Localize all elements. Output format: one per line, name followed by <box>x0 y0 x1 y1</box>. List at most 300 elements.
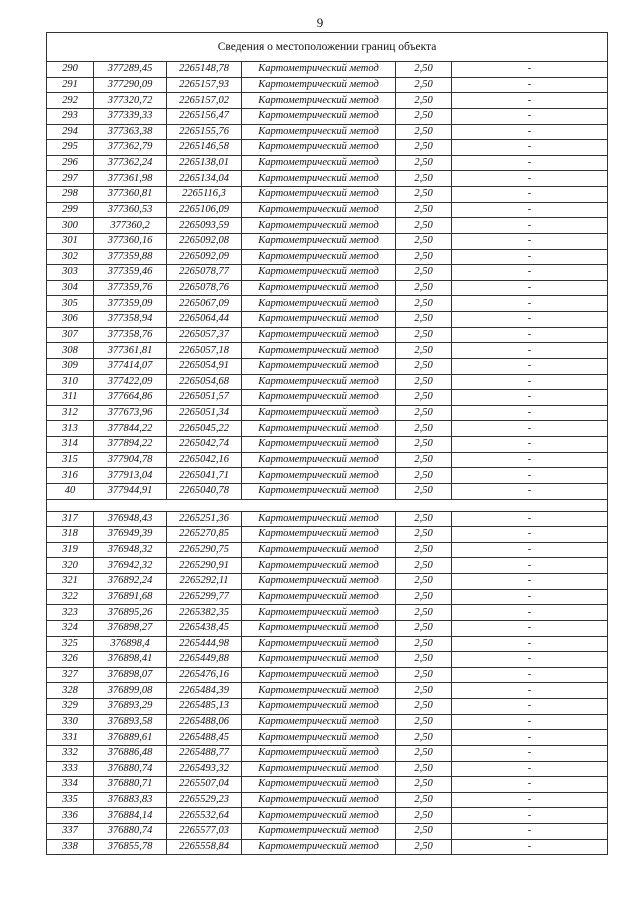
x-coordinate-cell: 376886,48 <box>94 745 167 761</box>
table-row <box>47 574 608 590</box>
note-cell: - <box>452 761 608 777</box>
method-cell: Картометрический метод <box>242 155 396 171</box>
accuracy-cell: 2,50 <box>396 730 452 746</box>
method-cell: Картометрический метод <box>242 327 396 343</box>
table-row <box>47 187 608 203</box>
note-cell: - <box>452 187 608 203</box>
note-cell: - <box>452 108 608 124</box>
table-row <box>47 155 608 171</box>
x-coordinate-cell: 377360,16 <box>94 233 167 249</box>
table-body <box>47 33 608 855</box>
accuracy-cell: 2,50 <box>396 265 452 281</box>
y-coordinate-cell: 2265290,75 <box>167 542 242 558</box>
y-coordinate-cell: 2265532,64 <box>167 808 242 824</box>
y-coordinate-cell: 2265064,44 <box>167 312 242 328</box>
point-number-cell: 307 <box>47 327 94 343</box>
note-cell: - <box>452 124 608 140</box>
y-coordinate-cell: 2265057,37 <box>167 327 242 343</box>
y-coordinate-cell: 2265157,02 <box>167 93 242 109</box>
x-coordinate-cell: 377673,96 <box>94 405 167 421</box>
method-cell: Картометрический метод <box>242 358 396 374</box>
accuracy-cell: 2,50 <box>396 667 452 683</box>
point-number-cell: 327 <box>47 667 94 683</box>
x-coordinate-cell: 376898,4 <box>94 636 167 652</box>
point-number-cell: 311 <box>47 390 94 406</box>
table-row <box>47 605 608 621</box>
table-row <box>47 343 608 359</box>
accuracy-cell: 2,50 <box>396 589 452 605</box>
point-number-cell: 315 <box>47 452 94 468</box>
table-title: Сведения о местоположении границ объекта <box>47 33 608 62</box>
accuracy-cell: 2,50 <box>396 683 452 699</box>
note-cell: - <box>452 824 608 840</box>
point-number-cell: 314 <box>47 437 94 453</box>
method-cell: Картометрический метод <box>242 312 396 328</box>
point-number-cell: 318 <box>47 527 94 543</box>
y-coordinate-cell: 2265438,45 <box>167 620 242 636</box>
note-cell: - <box>452 542 608 558</box>
y-coordinate-cell: 2265382,35 <box>167 605 242 621</box>
point-number-cell: 309 <box>47 358 94 374</box>
y-coordinate-cell: 2265067,09 <box>167 296 242 312</box>
accuracy-cell: 2,50 <box>396 62 452 78</box>
table-row <box>47 652 608 668</box>
x-coordinate-cell: 377363,38 <box>94 124 167 140</box>
method-cell: Картометрический метод <box>242 745 396 761</box>
method-cell: Картометрический метод <box>242 714 396 730</box>
accuracy-cell: 2,50 <box>396 233 452 249</box>
point-number-cell: 325 <box>47 636 94 652</box>
x-coordinate-cell: 377289,45 <box>94 62 167 78</box>
accuracy-cell: 2,50 <box>396 652 452 668</box>
x-coordinate-cell: 377414,07 <box>94 358 167 374</box>
point-number-cell: 290 <box>47 62 94 78</box>
note-cell: - <box>452 265 608 281</box>
y-coordinate-cell: 2265529,23 <box>167 792 242 808</box>
method-cell: Картометрический метод <box>242 62 396 78</box>
note-cell: - <box>452 483 608 499</box>
table-row <box>47 93 608 109</box>
x-coordinate-cell: 377360,2 <box>94 218 167 234</box>
point-number-cell: 300 <box>47 218 94 234</box>
accuracy-cell: 2,50 <box>396 792 452 808</box>
y-coordinate-cell: 2265042,74 <box>167 437 242 453</box>
method-cell: Картометрический метод <box>242 405 396 421</box>
x-coordinate-cell: 377358,76 <box>94 327 167 343</box>
method-cell: Картометрический метод <box>242 452 396 468</box>
accuracy-cell: 2,50 <box>396 511 452 527</box>
point-number-cell: 299 <box>47 202 94 218</box>
x-coordinate-cell: 377664,86 <box>94 390 167 406</box>
point-number-cell: 40 <box>47 483 94 499</box>
accuracy-cell: 2,50 <box>396 171 452 187</box>
note-cell: - <box>452 202 608 218</box>
table-row <box>47 792 608 808</box>
table-row <box>47 527 608 543</box>
method-cell: Картометрический метод <box>242 620 396 636</box>
x-coordinate-cell: 377944,91 <box>94 483 167 499</box>
point-number-cell: 331 <box>47 730 94 746</box>
method-cell: Картометрический метод <box>242 187 396 203</box>
y-coordinate-cell: 2265558,84 <box>167 839 242 855</box>
x-coordinate-cell: 377362,79 <box>94 140 167 156</box>
accuracy-cell: 2,50 <box>396 574 452 590</box>
x-coordinate-cell: 377422,09 <box>94 374 167 390</box>
x-coordinate-cell: 377320,72 <box>94 93 167 109</box>
point-number-cell: 321 <box>47 574 94 590</box>
table-row <box>47 808 608 824</box>
x-coordinate-cell: 376893,29 <box>94 699 167 715</box>
table-row <box>47 683 608 699</box>
y-coordinate-cell: 2265092,09 <box>167 249 242 265</box>
note-cell: - <box>452 452 608 468</box>
y-coordinate-cell: 2265488,77 <box>167 745 242 761</box>
point-number-cell: 305 <box>47 296 94 312</box>
point-number-cell: 333 <box>47 761 94 777</box>
note-cell: - <box>452 527 608 543</box>
method-cell: Картометрический метод <box>242 636 396 652</box>
note-cell: - <box>452 730 608 746</box>
point-number-cell: 338 <box>47 839 94 855</box>
table-row <box>47 699 608 715</box>
y-coordinate-cell: 2265134,04 <box>167 171 242 187</box>
method-cell: Картометрический метод <box>242 249 396 265</box>
x-coordinate-cell: 377904,78 <box>94 452 167 468</box>
note-cell: - <box>452 620 608 636</box>
point-number-cell: 296 <box>47 155 94 171</box>
accuracy-cell: 2,50 <box>396 824 452 840</box>
accuracy-cell: 2,50 <box>396 390 452 406</box>
point-number-cell: 298 <box>47 187 94 203</box>
accuracy-cell: 2,50 <box>396 452 452 468</box>
table-row <box>47 77 608 93</box>
method-cell: Картометрический метод <box>242 233 396 249</box>
note-cell: - <box>452 296 608 312</box>
accuracy-cell: 2,50 <box>396 187 452 203</box>
accuracy-cell: 2,50 <box>396 777 452 793</box>
method-cell: Картометрический метод <box>242 589 396 605</box>
y-coordinate-cell: 2265290,91 <box>167 558 242 574</box>
y-coordinate-cell: 2265251,36 <box>167 511 242 527</box>
note-cell: - <box>452 792 608 808</box>
accuracy-cell: 2,50 <box>396 761 452 777</box>
x-coordinate-cell: 376889,61 <box>94 730 167 746</box>
note-cell: - <box>452 140 608 156</box>
table-row <box>47 620 608 636</box>
y-coordinate-cell: 2265157,93 <box>167 77 242 93</box>
y-coordinate-cell: 2265078,77 <box>167 265 242 281</box>
note-cell: - <box>452 437 608 453</box>
accuracy-cell: 2,50 <box>396 527 452 543</box>
table-row <box>47 421 608 437</box>
note-cell: - <box>452 171 608 187</box>
note-cell: - <box>452 468 608 484</box>
accuracy-cell: 2,50 <box>396 405 452 421</box>
y-coordinate-cell: 2265488,06 <box>167 714 242 730</box>
table-row <box>47 667 608 683</box>
table-row <box>47 714 608 730</box>
note-cell: - <box>452 77 608 93</box>
method-cell: Картометрический метод <box>242 683 396 699</box>
x-coordinate-cell: 376892,24 <box>94 574 167 590</box>
table-row <box>47 558 608 574</box>
method-cell: Картометрический метод <box>242 280 396 296</box>
table-row <box>47 777 608 793</box>
note-cell: - <box>452 327 608 343</box>
accuracy-cell: 2,50 <box>396 296 452 312</box>
accuracy-cell: 2,50 <box>396 249 452 265</box>
note-cell: - <box>452 93 608 109</box>
table-row <box>47 761 608 777</box>
table-row <box>47 62 608 78</box>
y-coordinate-cell: 2265299,77 <box>167 589 242 605</box>
accuracy-cell: 2,50 <box>396 280 452 296</box>
point-number-cell: 324 <box>47 620 94 636</box>
table-row <box>47 483 608 499</box>
note-cell: - <box>452 374 608 390</box>
method-cell: Картометрический метод <box>242 296 396 312</box>
method-cell: Картометрический метод <box>242 542 396 558</box>
accuracy-cell: 2,50 <box>396 839 452 855</box>
table-row <box>47 374 608 390</box>
y-coordinate-cell: 2265444,98 <box>167 636 242 652</box>
method-cell: Картометрический метод <box>242 667 396 683</box>
method-cell: Картометрический метод <box>242 527 396 543</box>
accuracy-cell: 2,50 <box>396 714 452 730</box>
table-row <box>47 280 608 296</box>
x-coordinate-cell: 377361,81 <box>94 343 167 359</box>
table-row <box>47 140 608 156</box>
method-cell: Картометрический метод <box>242 605 396 621</box>
method-cell: Картометрический метод <box>242 437 396 453</box>
y-coordinate-cell: 2265156,47 <box>167 108 242 124</box>
x-coordinate-cell: 376880,74 <box>94 761 167 777</box>
table-row <box>47 542 608 558</box>
x-coordinate-cell: 377913,04 <box>94 468 167 484</box>
table-row <box>47 839 608 855</box>
note-cell: - <box>452 683 608 699</box>
x-coordinate-cell: 377359,46 <box>94 265 167 281</box>
y-coordinate-cell: 2265092,08 <box>167 233 242 249</box>
boundary-table-container <box>46 32 607 855</box>
method-cell: Картометрический метод <box>242 824 396 840</box>
point-number-cell: 294 <box>47 124 94 140</box>
y-coordinate-cell: 2265488,45 <box>167 730 242 746</box>
x-coordinate-cell: 377359,09 <box>94 296 167 312</box>
table-row <box>47 202 608 218</box>
x-coordinate-cell: 376898,27 <box>94 620 167 636</box>
point-number-cell: 329 <box>47 699 94 715</box>
y-coordinate-cell: 2265057,18 <box>167 343 242 359</box>
y-coordinate-cell: 2265040,78 <box>167 483 242 499</box>
table-row <box>47 589 608 605</box>
method-cell: Картометрический метод <box>242 108 396 124</box>
note-cell: - <box>452 574 608 590</box>
y-coordinate-cell: 2265270,85 <box>167 527 242 543</box>
note-cell: - <box>452 777 608 793</box>
accuracy-cell: 2,50 <box>396 77 452 93</box>
accuracy-cell: 2,50 <box>396 437 452 453</box>
note-cell: - <box>452 652 608 668</box>
y-coordinate-cell: 2265292,11 <box>167 574 242 590</box>
y-coordinate-cell: 2265045,22 <box>167 421 242 437</box>
accuracy-cell: 2,50 <box>396 558 452 574</box>
x-coordinate-cell: 376893,58 <box>94 714 167 730</box>
x-coordinate-cell: 377290,09 <box>94 77 167 93</box>
point-number-cell: 320 <box>47 558 94 574</box>
table-row <box>47 437 608 453</box>
x-coordinate-cell: 377361,98 <box>94 171 167 187</box>
note-cell: - <box>452 421 608 437</box>
y-coordinate-cell: 2265577,03 <box>167 824 242 840</box>
x-coordinate-cell: 376949,39 <box>94 527 167 543</box>
accuracy-cell: 2,50 <box>396 202 452 218</box>
y-coordinate-cell: 2265155,76 <box>167 124 242 140</box>
method-cell: Картометрический метод <box>242 761 396 777</box>
table-row <box>47 745 608 761</box>
accuracy-cell: 2,50 <box>396 218 452 234</box>
method-cell: Картометрический метод <box>242 343 396 359</box>
table-row <box>47 265 608 281</box>
accuracy-cell: 2,50 <box>396 124 452 140</box>
x-coordinate-cell: 377360,53 <box>94 202 167 218</box>
method-cell: Картометрический метод <box>242 483 396 499</box>
method-cell: Картометрический метод <box>242 421 396 437</box>
y-coordinate-cell: 2265146,58 <box>167 140 242 156</box>
method-cell: Картометрический метод <box>242 808 396 824</box>
y-coordinate-cell: 2265054,68 <box>167 374 242 390</box>
point-number-cell: 313 <box>47 421 94 437</box>
point-number-cell: 322 <box>47 589 94 605</box>
method-cell: Картометрический метод <box>242 265 396 281</box>
note-cell: - <box>452 218 608 234</box>
method-cell: Картометрический метод <box>242 558 396 574</box>
point-number-cell: 301 <box>47 233 94 249</box>
note-cell: - <box>452 233 608 249</box>
y-coordinate-cell: 2265493,32 <box>167 761 242 777</box>
x-coordinate-cell: 376895,26 <box>94 605 167 621</box>
point-number-cell: 304 <box>47 280 94 296</box>
method-cell: Картометрический метод <box>242 171 396 187</box>
method-cell: Картометрический метод <box>242 511 396 527</box>
x-coordinate-cell: 376891,68 <box>94 589 167 605</box>
method-cell: Картометрический метод <box>242 574 396 590</box>
accuracy-cell: 2,50 <box>396 620 452 636</box>
y-coordinate-cell: 2265106,09 <box>167 202 242 218</box>
x-coordinate-cell: 377359,88 <box>94 249 167 265</box>
point-number-cell: 328 <box>47 683 94 699</box>
point-number-cell: 317 <box>47 511 94 527</box>
accuracy-cell: 2,50 <box>396 327 452 343</box>
note-cell: - <box>452 249 608 265</box>
point-number-cell: 334 <box>47 777 94 793</box>
x-coordinate-cell: 377358,94 <box>94 312 167 328</box>
point-number-cell: 291 <box>47 77 94 93</box>
point-number-cell: 306 <box>47 312 94 328</box>
point-number-cell: 330 <box>47 714 94 730</box>
note-cell: - <box>452 605 608 621</box>
note-cell: - <box>452 390 608 406</box>
note-cell: - <box>452 280 608 296</box>
x-coordinate-cell: 376855,78 <box>94 839 167 855</box>
method-cell: Картометрический метод <box>242 202 396 218</box>
method-cell: Картометрический метод <box>242 730 396 746</box>
point-number-cell: 316 <box>47 468 94 484</box>
method-cell: Картометрический метод <box>242 77 396 93</box>
y-coordinate-cell: 2265116,3 <box>167 187 242 203</box>
point-number-cell: 302 <box>47 249 94 265</box>
y-coordinate-cell: 2265148,78 <box>167 62 242 78</box>
point-number-cell: 336 <box>47 808 94 824</box>
table-row <box>47 108 608 124</box>
accuracy-cell: 2,50 <box>396 421 452 437</box>
point-number-cell: 295 <box>47 140 94 156</box>
note-cell: - <box>452 839 608 855</box>
note-cell: - <box>452 636 608 652</box>
table-row <box>47 390 608 406</box>
y-coordinate-cell: 2265041,71 <box>167 468 242 484</box>
y-coordinate-cell: 2265051,57 <box>167 390 242 406</box>
x-coordinate-cell: 376880,74 <box>94 824 167 840</box>
note-cell: - <box>452 62 608 78</box>
table-row <box>47 452 608 468</box>
point-number-cell: 332 <box>47 745 94 761</box>
method-cell: Картометрический метод <box>242 839 396 855</box>
group-separator-row <box>47 499 608 511</box>
x-coordinate-cell: 377894,22 <box>94 437 167 453</box>
note-cell: - <box>452 343 608 359</box>
y-coordinate-cell: 2265507,04 <box>167 777 242 793</box>
method-cell: Картометрический метод <box>242 699 396 715</box>
table-row <box>47 511 608 527</box>
method-cell: Картометрический метод <box>242 652 396 668</box>
method-cell: Картометрический метод <box>242 140 396 156</box>
note-cell: - <box>452 808 608 824</box>
y-coordinate-cell: 2265449,88 <box>167 652 242 668</box>
x-coordinate-cell: 376899,08 <box>94 683 167 699</box>
accuracy-cell: 2,50 <box>396 93 452 109</box>
x-coordinate-cell: 377360,81 <box>94 187 167 203</box>
accuracy-cell: 2,50 <box>396 140 452 156</box>
point-number-cell: 310 <box>47 374 94 390</box>
method-cell: Картометрический метод <box>242 374 396 390</box>
accuracy-cell: 2,50 <box>396 542 452 558</box>
x-coordinate-cell: 377844,22 <box>94 421 167 437</box>
accuracy-cell: 2,50 <box>396 155 452 171</box>
point-number-cell: 319 <box>47 542 94 558</box>
y-coordinate-cell: 2265476,16 <box>167 667 242 683</box>
table-row <box>47 124 608 140</box>
method-cell: Картометрический метод <box>242 93 396 109</box>
accuracy-cell: 2,50 <box>396 468 452 484</box>
table-title-row <box>47 33 608 62</box>
accuracy-cell: 2,50 <box>396 636 452 652</box>
note-cell: - <box>452 589 608 605</box>
table-row <box>47 171 608 187</box>
note-cell: - <box>452 667 608 683</box>
point-number-cell: 326 <box>47 652 94 668</box>
table-row <box>47 405 608 421</box>
point-number-cell: 293 <box>47 108 94 124</box>
table-row <box>47 358 608 374</box>
table-row <box>47 233 608 249</box>
method-cell: Картометрический метод <box>242 777 396 793</box>
method-cell: Картометрический метод <box>242 390 396 406</box>
table-row <box>47 327 608 343</box>
group-separator <box>47 499 608 511</box>
note-cell: - <box>452 358 608 374</box>
x-coordinate-cell: 376883,83 <box>94 792 167 808</box>
